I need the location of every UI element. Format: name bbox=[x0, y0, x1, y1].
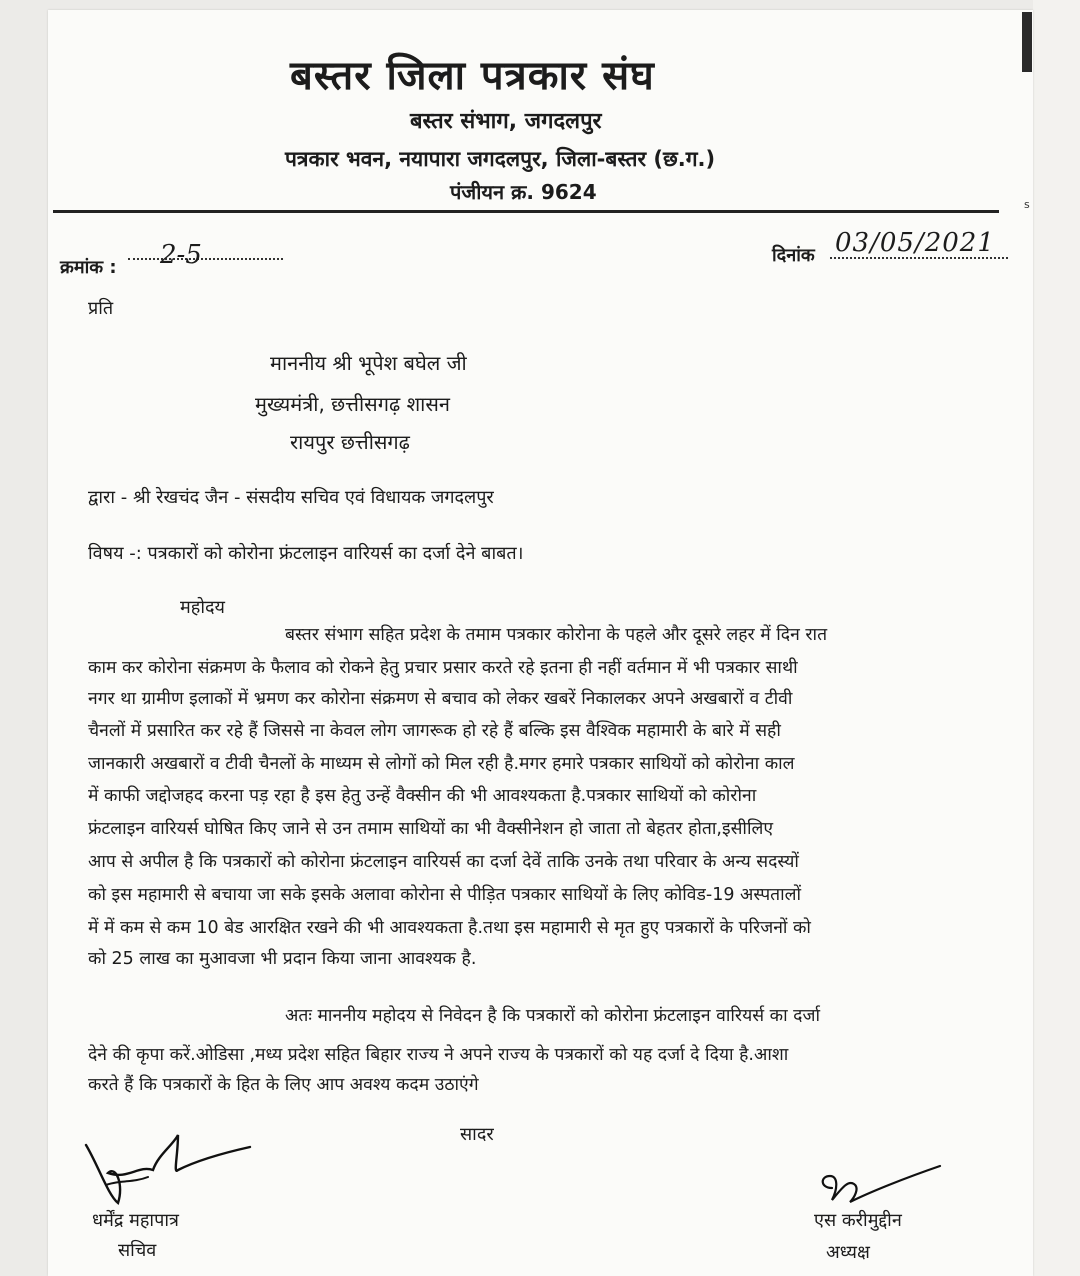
organization-address: पत्रकार भवन, नयापारा जगदलपुर, जिला-बस्तर (छ.ग.) bbox=[285, 147, 716, 171]
reference-label: क्रमांक : bbox=[60, 257, 117, 278]
body-line: काम कर कोरोना संक्रमण के फैलाव को रोकने हेतु प्रचार प्रसार करते रहे इतना ही नहीं वर्तमान में भी पत्रकार साथी bbox=[88, 658, 798, 678]
via-line: द्वारा - श्री रेखचंद जैन - संसदीय सचिव एवं विधायक जगदलपुर bbox=[88, 487, 494, 508]
body-line: जानकारी अखबारों व टीवी चैनलों के माध्यम से लोगों को मिल रही है.मगर हमारे पत्रकार साथियों को कोरोना काल bbox=[88, 754, 795, 774]
reference-number: 2-5 bbox=[160, 240, 202, 270]
closing-salutation: सादर bbox=[460, 1124, 494, 1145]
page-edge-background bbox=[1033, 0, 1080, 1276]
request-line: देने की कृपा करें.ओडिसा ,मध्य प्रदेश सहित बिहार राज्य ने अपने राज्य के पत्रकारों को यह दर्जा दे दिया है.आशा bbox=[88, 1045, 789, 1065]
recipient-to-label: प्रति bbox=[88, 298, 114, 319]
right-signatory-title: अध्यक्ष bbox=[826, 1242, 870, 1263]
right-signature bbox=[810, 1158, 950, 1210]
recipient-name: माननीय श्री भूपेश बघेल जी bbox=[270, 351, 467, 375]
body-line: बस्तर संभाग सहित प्रदेश के तमाम पत्रकार कोरोना के पहले और दूसरे लहर में दिन रात bbox=[285, 625, 828, 645]
organization-name: बस्तर जिला पत्रकार संघ bbox=[290, 53, 655, 99]
recipient-location: रायपुर छत्तीसगढ़ bbox=[290, 430, 410, 454]
reference-dotted-line bbox=[128, 258, 283, 260]
body-line: चैनलों में प्रसारित कर रहे हैं जिससे ना केवल लोग जागरूक हो रहे हैं बल्कि इस वैश्विक महामारी के बारे में सही bbox=[88, 721, 781, 741]
organization-division: बस्तर संभाग, जगदलपुर bbox=[410, 109, 602, 134]
salutation: महोदय bbox=[180, 597, 225, 618]
body-line: नगर था ग्रामीण इलाकों में भ्रमण कर कोरोना संक्रमण से बचाव को लेकर खबरें निकालकर अपने अखबारों व टीवी bbox=[88, 689, 793, 709]
page-edge-text: s bbox=[1024, 198, 1030, 211]
right-signatory-name: एस करीमुद्दीन bbox=[814, 1210, 902, 1231]
page-edge-mark bbox=[1022, 12, 1032, 72]
subject-line: विषय -: पत्रकारों को कोरोना फ्रंटलाइन वारियर्स का दर्जा देने बाबत। bbox=[88, 543, 524, 564]
recipient-designation: मुख्यमंत्री, छत्तीसगढ़ शासन bbox=[255, 392, 450, 416]
request-line: अतः माननीय महोदय से निवेदन है कि पत्रकारों को कोरोना फ्रंटलाइन वारियर्स का दर्जा bbox=[285, 1006, 820, 1026]
request-line: करते हैं कि पत्रकारों के हित के लिए आप अवश्य कदम उठाएंगे bbox=[88, 1075, 479, 1095]
date-label: दिनांक bbox=[772, 245, 815, 266]
left-signatory-name: धर्मेंद्र महापात्र bbox=[92, 1210, 179, 1231]
left-signature bbox=[78, 1125, 258, 1210]
registration-number: पंजीयन क्र. 9624 bbox=[450, 180, 597, 204]
body-line: को इस महामारी से बचाया जा सके इसके अलावा कोरोना से पीड़ित पत्रकार साथियों के लिए कोविड-19 अस्पतालों bbox=[88, 885, 802, 905]
date-value: 03/05/2021 bbox=[835, 228, 995, 258]
body-line: आप से अपील है कि पत्रकारों को कोरोना फ्रंटलाइन वारियर्स का दर्जा देवें ताकि उनके तथा परिवार के अन्य सदस्यों bbox=[88, 852, 799, 872]
body-line: को 25 लाख का मुआवजा भी प्रदान किया जाना आवश्यक है. bbox=[88, 949, 477, 969]
body-line: में में कम से कम 10 बेड आरक्षित रखने की भी आवश्यकता है.तथा इस महामारी से मृत हुए पत्रकारों के परिजनों को bbox=[88, 918, 811, 938]
body-line: में काफी जद्दोजहद करना पड़ रहा है इस हेतु उन्हें वैक्सीन की भी आवश्यकता है.पत्रकार साथियों को कोरोना bbox=[88, 786, 757, 806]
body-line: फ्रंटलाइन वारियर्स घोषित किए जाने से उन तमाम साथियों का भी वैक्सीनेशन हो जाता तो बेहतर होता,इसीलिए bbox=[88, 819, 774, 839]
letterhead-divider bbox=[53, 210, 999, 213]
left-signatory-title: सचिव bbox=[118, 1240, 157, 1261]
